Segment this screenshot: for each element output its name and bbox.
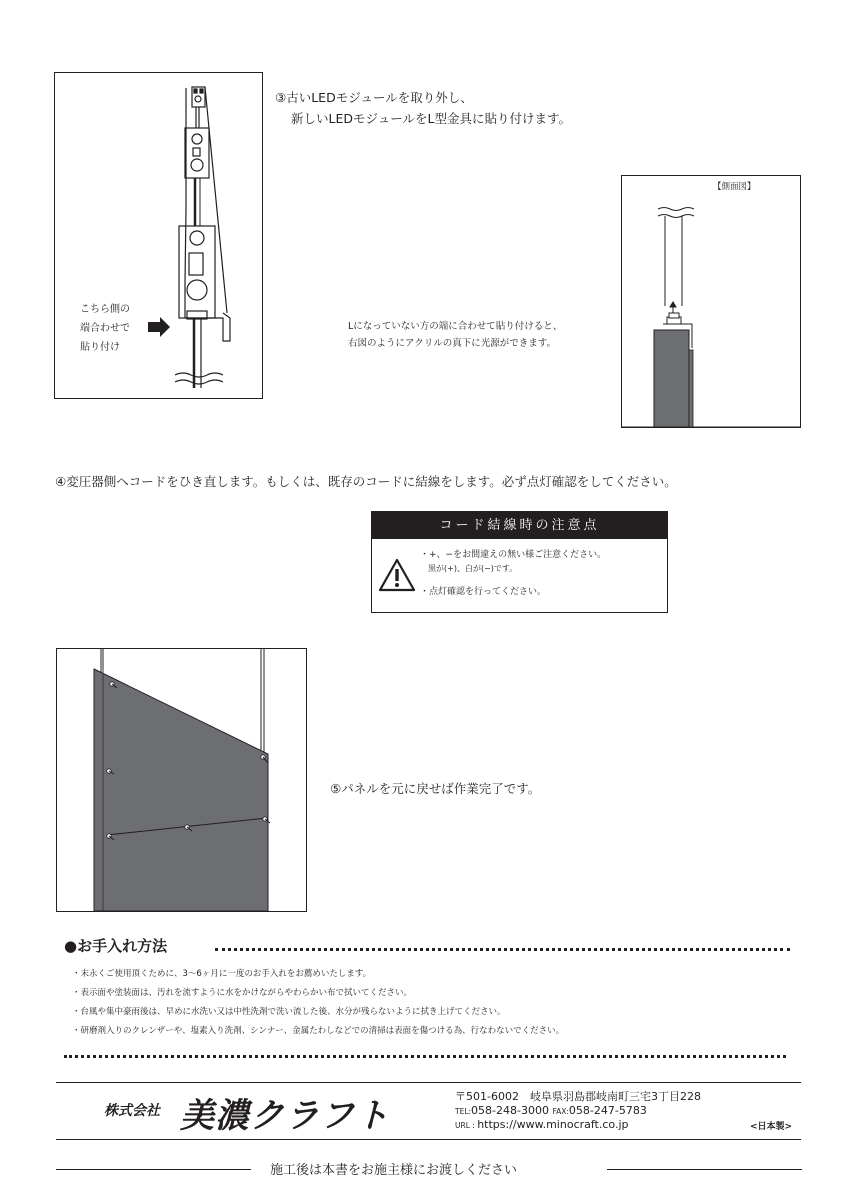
- caution-item: ・点灯確認を行ってください。: [420, 587, 547, 597]
- step3-instruction: ③古いLEDモジュールを取り外し、 新しいLEDモジュールをL型金具に貼り付けます。: [275, 90, 571, 126]
- made-in-label: <日本製>: [750, 1122, 793, 1132]
- care-item: ・研磨剤入りのクレンザーや、塩素入り洗剤、シンナー、金属たわしなどでの清掃は表面を傷つける為、行なわないでください。: [72, 1026, 565, 1036]
- step4-instruction: ④変圧器側へコードをひき直します。もしくは、既存のコードに結線をします。必ず点灯確認をしてください。: [55, 474, 677, 489]
- postal-address: 〒501-6002 岐阜県羽島郡岐南町三宅3丁目228: [455, 1090, 701, 1103]
- closing-rule-right: [607, 1169, 802, 1170]
- side-view-diagram: [622, 176, 800, 427]
- warning-icon: [378, 558, 416, 592]
- caution-body: [420, 548, 606, 599]
- phone-line: TEL:058-248-3000 FAX:058-247-5783: [455, 1103, 647, 1117]
- care-title: ●お手入れ方法: [64, 937, 168, 955]
- right-arrow-icon: [148, 317, 170, 337]
- step5-instruction: ⑤パネルを元に戻せば作業完了です。: [330, 781, 541, 796]
- dotted-divider: [215, 945, 790, 951]
- url-line: URL : https://www.minocraft.co.jp: [455, 1118, 629, 1131]
- closing-message: 施工後は本書をお施主様にお渡しください: [270, 1163, 518, 1178]
- company-address: [455, 1090, 701, 1133]
- figure-side-view: [621, 175, 801, 428]
- caution-box: [371, 511, 668, 613]
- dotted-divider: [64, 1052, 786, 1058]
- caution-title: コード結線時の注意点: [372, 512, 667, 539]
- website-link[interactable]: https://www.minocraft.co.jp: [477, 1118, 629, 1131]
- closing-rule-left: [56, 1169, 251, 1170]
- caution-item: ・+、−をお間違えの無い様ご注意ください。: [420, 550, 607, 560]
- side-note: Lになっていない方の端に合わせて貼り付けると、 右図のようにアクリルの真下に光源ができます。: [348, 321, 563, 349]
- footer-rule: [56, 1082, 801, 1083]
- care-list: [72, 965, 564, 1041]
- caution-item-sub: 黒が(+)、白が(−)です。: [428, 564, 518, 573]
- care-item: ・台風や集中豪雨後は、早めに水洗い又は中性洗剤で洗い流した後、水分が残らないように拭き上げてください。: [72, 1007, 506, 1017]
- care-item: ・末永くご使用頂くために、3〜6ヶ月に一度のお手入れをお薦めいたします。: [72, 969, 372, 979]
- side-view-title: 【側面図】: [713, 182, 756, 192]
- figure1-label: こちら側の 端合わせで 貼り付け: [80, 304, 130, 353]
- panel-diagram: [57, 649, 306, 911]
- footer-rule: [56, 1139, 801, 1140]
- figure-panel: [56, 648, 307, 912]
- company-logo: 美濃クラフト: [180, 1096, 390, 1136]
- company-prefix: 株式会社: [104, 1103, 160, 1119]
- care-item: ・表示面や塗装面は、汚れを流すように水をかけながらやわらかい布で拭いてください。: [72, 988, 413, 998]
